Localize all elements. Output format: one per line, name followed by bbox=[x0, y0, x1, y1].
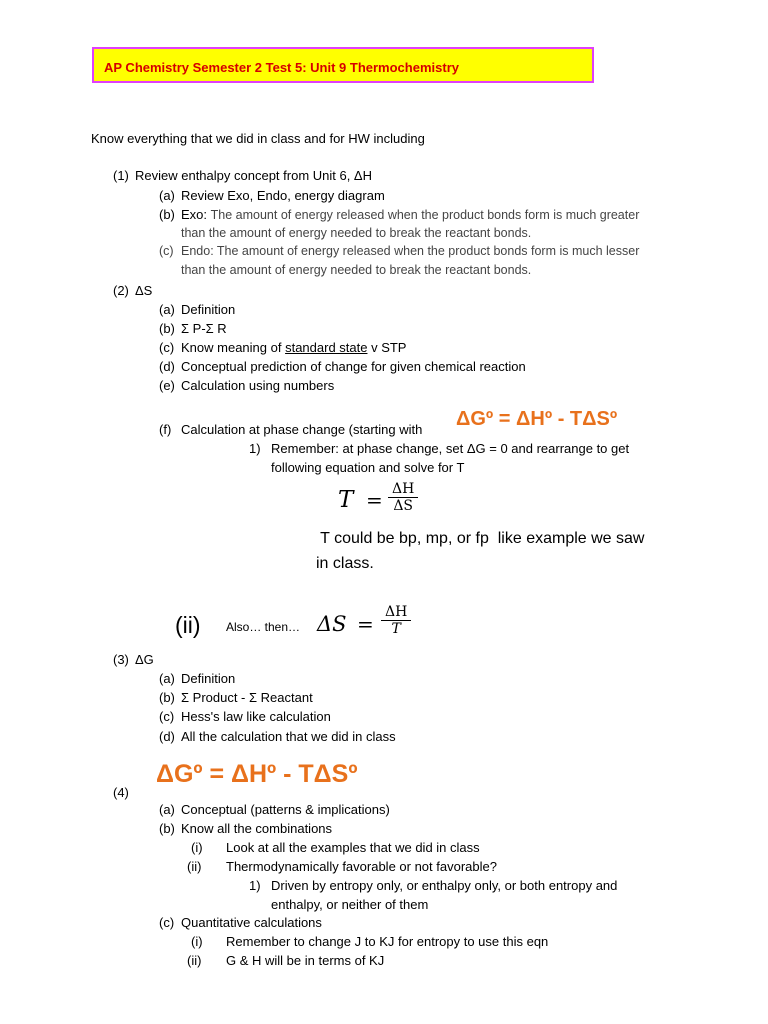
document-title: AP Chemistry Semester 2 Test 5: Unit 9 Thermochemistry bbox=[104, 60, 459, 75]
s2f1-label: 1) bbox=[249, 441, 261, 456]
s1b-label: (b) bbox=[159, 207, 175, 222]
s4cii-text: G & H will be in terms of KJ bbox=[226, 953, 385, 968]
s4bii1-label: 1) bbox=[249, 878, 261, 893]
eq-t-numerator: ΔH bbox=[392, 481, 415, 497]
s2-text: ΔS bbox=[135, 283, 153, 298]
s1c-text2: than the amount of energy needed to break the reactant bonds. bbox=[181, 263, 532, 277]
s2d-label: (d) bbox=[159, 359, 175, 374]
s3c-label: (c) bbox=[159, 709, 175, 724]
s4c-label: (c) bbox=[159, 915, 175, 930]
s4cii-label: (ii) bbox=[187, 953, 202, 968]
s1a-label: (a) bbox=[159, 188, 175, 203]
s3-text: ΔG bbox=[135, 652, 154, 667]
s2f1-text1: Remember: at phase change, set ΔG = 0 and rearrange to get bbox=[271, 441, 630, 456]
ii-text: Also… then… bbox=[226, 620, 301, 634]
eq-s-equals: = bbox=[357, 612, 374, 636]
s2b-label: (b) bbox=[159, 321, 175, 336]
s1b-text1: The amount of energy released when the product bonds form is much greater bbox=[210, 208, 640, 222]
s3d-text: All the calculation that we did in class bbox=[181, 729, 396, 744]
s4ci-text: Remember to change J to KJ for entropy to use this eqn bbox=[226, 934, 549, 949]
s4-equation: ΔGº = ΔHº - TΔSº bbox=[156, 760, 358, 788]
s2c-text bbox=[181, 340, 406, 355]
s2e-text: Calculation using numbers bbox=[181, 378, 335, 393]
s3a-text: Definition bbox=[181, 671, 236, 686]
s3-label: (3) bbox=[113, 652, 129, 667]
eq-t-fraction bbox=[388, 481, 418, 514]
s1b-line1 bbox=[181, 207, 639, 222]
eq-t-equals: = bbox=[366, 488, 383, 512]
s4bii1-text1: Driven by entropy only, or enthalpy only, or both entropy and bbox=[271, 878, 618, 893]
s2c-standard-state: standard state bbox=[285, 340, 368, 355]
note-line1: T could be bp, mp, or fp like example we saw bbox=[316, 530, 645, 547]
s1c-text1: Endo: The amount of energy released when the product bonds form is much lesser bbox=[181, 244, 640, 258]
s3d-label: (d) bbox=[159, 729, 175, 744]
s4bii-label: (ii) bbox=[187, 859, 202, 874]
s1c-label: (c) bbox=[159, 244, 174, 258]
s2f-equation: ΔGº = ΔHº - TΔSº bbox=[456, 408, 618, 430]
intro-text: Know everything that we did in class and for HW including bbox=[91, 131, 425, 146]
title-box bbox=[92, 47, 594, 83]
s2c-text-post: v STP bbox=[367, 340, 407, 355]
eq-s-lhs: ΔS bbox=[317, 612, 347, 636]
s2c-text-pre: Know meaning of bbox=[181, 340, 286, 355]
s2f1-text2: following equation and solve for T bbox=[271, 460, 465, 475]
eq-s-denominator: T bbox=[391, 621, 401, 637]
s3a-label: (a) bbox=[159, 671, 175, 686]
s1-label: (1) bbox=[113, 168, 129, 183]
s4b-label: (b) bbox=[159, 821, 175, 836]
s2c-label: (c) bbox=[159, 340, 175, 355]
s4a-text: Conceptual (patterns & implications) bbox=[181, 802, 390, 817]
eq-s-fraction bbox=[381, 604, 411, 637]
s2b-text: Σ P-Σ R bbox=[181, 321, 227, 336]
s2a-text: Definition bbox=[181, 302, 236, 317]
s2-label: (2) bbox=[113, 283, 129, 298]
s3c-text: Hess's law like calculation bbox=[181, 709, 331, 724]
s3b-text: Σ Product - Σ Reactant bbox=[181, 690, 313, 705]
s4bii-text: Thermodynamically favorable or not favorable? bbox=[226, 859, 497, 874]
s2e-label: (e) bbox=[159, 378, 175, 393]
s2f-text: Calculation at phase change (starting with bbox=[181, 422, 423, 437]
s1b-lead: Exo: bbox=[181, 207, 208, 222]
eq-t-lhs: T bbox=[338, 487, 354, 513]
s4bii1-text2: enthalpy, or neither of them bbox=[271, 897, 429, 912]
s2d-text: Conceptual prediction of change for given chemical reaction bbox=[181, 359, 526, 374]
s1a-text: Review Exo, Endo, energy diagram bbox=[181, 188, 385, 203]
eq-t-denominator: ΔS bbox=[393, 498, 414, 514]
s1-text: Review enthalpy concept from Unit 6, ΔH bbox=[135, 168, 373, 183]
s1b-text2: than the amount of energy needed to break the reactant bonds. bbox=[181, 226, 532, 240]
s3b-label: (b) bbox=[159, 690, 175, 705]
s4a-label: (a) bbox=[159, 802, 175, 817]
s4-label: (4) bbox=[113, 785, 129, 800]
eq-s-numerator: ΔH bbox=[385, 604, 408, 620]
s4bi-label: (i) bbox=[191, 840, 203, 855]
note-line2: in class. bbox=[316, 555, 374, 572]
s4c-text: Quantitative calculations bbox=[181, 915, 322, 930]
s2a-label: (a) bbox=[159, 302, 175, 317]
s4b-text: Know all the combinations bbox=[181, 821, 333, 836]
s2f-label: (f) bbox=[159, 422, 172, 437]
s4ci-label: (i) bbox=[191, 934, 203, 949]
ii-label: (ii) bbox=[175, 612, 201, 638]
s4bi-text: Look at all the examples that we did in class bbox=[226, 840, 480, 855]
